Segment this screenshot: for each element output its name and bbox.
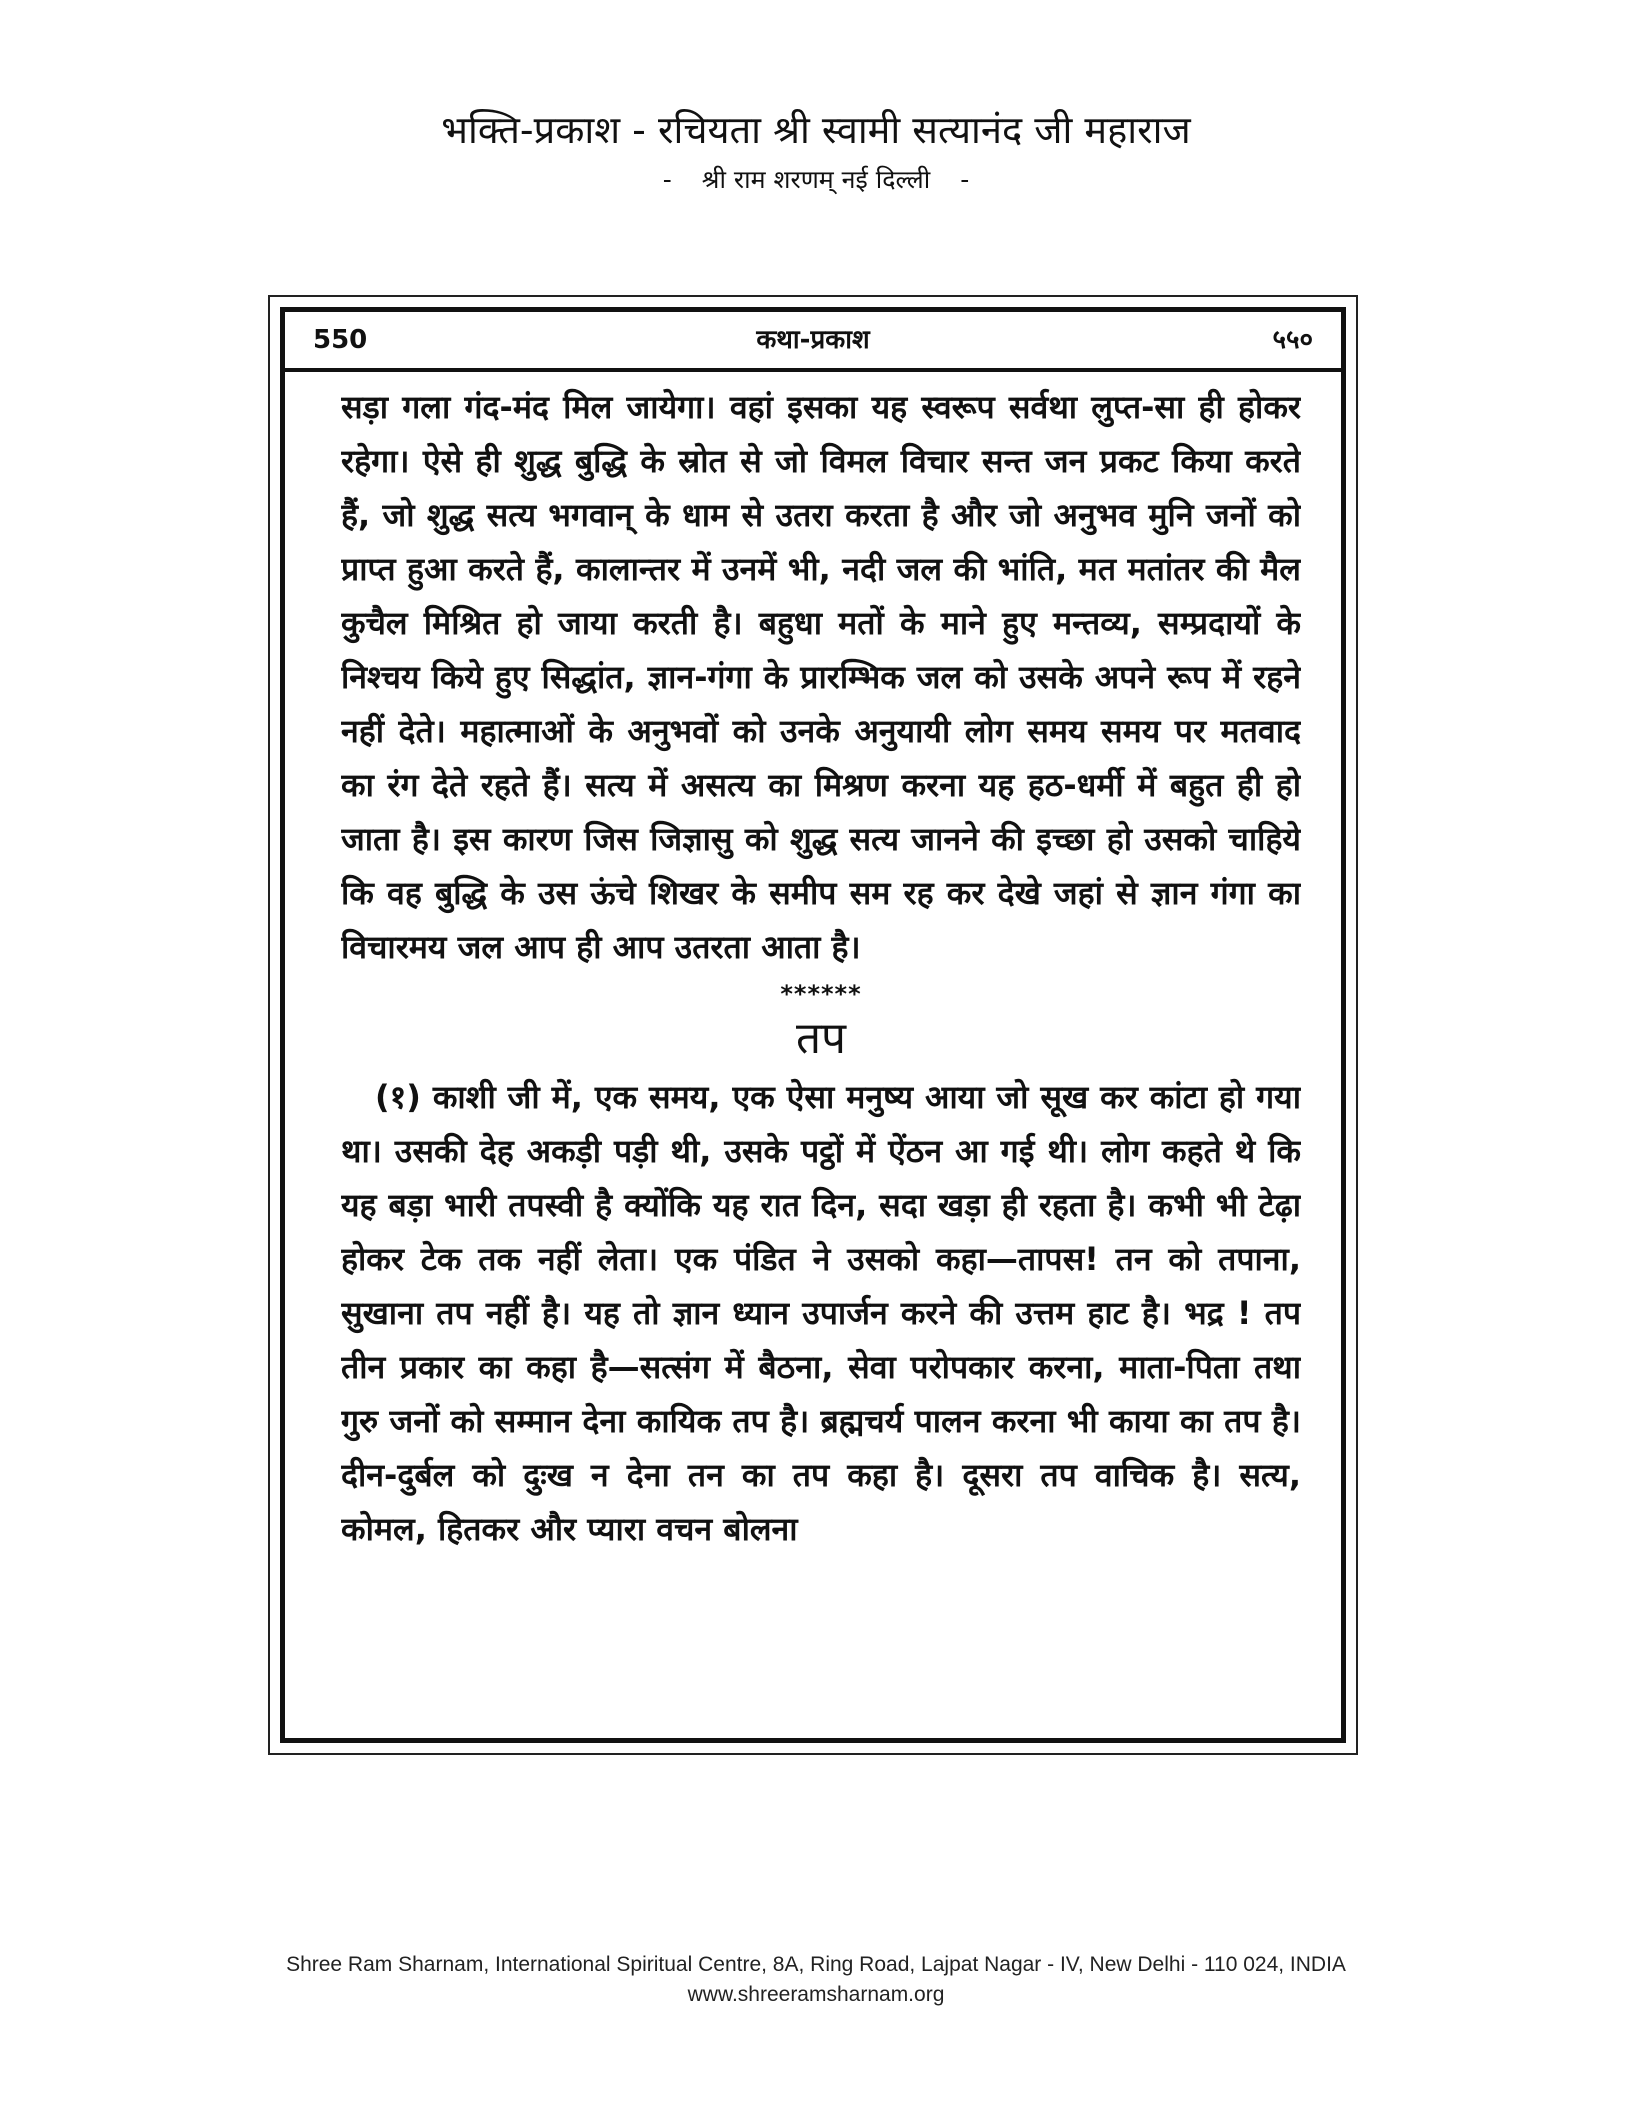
page-frame-inner bbox=[280, 307, 1346, 1743]
page-footer bbox=[0, 1950, 1632, 2010]
book-title: भक्ति-प्रकाश - रचियता श्री स्वामी सत्यानंद जी महाराज bbox=[441, 108, 1191, 152]
page-header bbox=[0, 104, 1632, 200]
chapter-title: कथा-प्रकाश bbox=[756, 325, 870, 355]
page-content bbox=[341, 380, 1301, 1722]
publisher-line bbox=[0, 160, 1632, 200]
footer-address: Shree Ram Sharnam, International Spiritual Centre, 8A, Ring Road, Lajpat Nagar - IV, New Delhi - 110 024, INDIA bbox=[286, 1953, 1346, 1976]
page-frame-outer bbox=[268, 295, 1358, 1755]
running-head bbox=[285, 312, 1341, 372]
publisher-name: श्री राम शरणम् नई दिल्ली bbox=[701, 165, 931, 194]
subtitle-dash-right: - bbox=[960, 165, 970, 194]
section-separator: ****** bbox=[780, 980, 862, 1008]
body-paragraph-2: (१) काशी जी में, एक समय, एक ऐसा मनुष्य आया जो सूख कर कांटा हो गया था। उसकी देह अकड़ी पड़ी थी, उसके पट्ठों में ऐंठन आ गई थी। लोग कहते थे कि यह बड़ा भारी तपस्वी है क्योंकि यह रात दिन, सदा खड़ा ही रहता है। कभी भी टेढ़ा होकर टेक तक नहीं लेता। एक पंडित ने उसको कहा—तापस! तन को तपाना, सुखाना तप नहीं है। यह तो ज्ञान ध्यान उपार्जन करने की उत्तम हाट है। भद्र ! तप तीन प्रकार का कहा है—सत्संग में बैठना, सेवा परोपकार करना, माता-पिता तथा गुरु जनों को सम्मान देना कायिक तप है। ब्रह्मचर्य पालन करना भी काया का तप है। दीन-दुर्बल को दुःख न देना तन का तप कहा है। दूसरा तप वाचिक है। सत्य, कोमल, हितकर और प्यारा वचन बोलना bbox=[341, 1078, 1301, 1548]
section-heading: तप bbox=[795, 1013, 847, 1064]
footer-website: www.shreeramsharnam.org bbox=[687, 1983, 945, 2006]
page-number-devanagari: ५५० bbox=[1272, 325, 1313, 355]
body-paragraph-1: सड़ा गला गंद-मंद मिल जायेगा। वहां इसका यह स्वरूप सर्वथा लुप्त-सा ही होकर रहेगा। ऐसे ही शुद्ध बुद्धि के स्रोत से जो विमल विचार सन्त जन प्रकट किया करते हैं, जो शुद्ध सत्य भगवान् के धाम से उतरा करता है और जो अनुभव मुनि जनों को प्राप्त हुआ करते हैं, कालान्तर में उनमें भी, नदी जल की भांति, मत मतांतर की मैल कुचैल मिश्रित हो जाया करती है। बहुधा मतों के माने हुए मन्तव्य, सम्प्रदायों के निश्चय किये हुए सिद्धांत, ज्ञान-गंगा के प्रारम्भिक जल को उसके अपने रूप में रहने नहीं देते। महात्माओं के अनुभवों को उनके अनुयायी लोग समय समय पर मतवाद का रंग देते रहते हैं। सत्य में असत्य का मिश्रण करना यह हठ-धर्मी में बहुत ही हो जाता है। इस कारण जिस जिज्ञासु को शुद्ध सत्य जानने की इच्छा हो उसको चाहिये कि वह बुद्धि के उस ऊंचे शिखर के समीप सम रह कर देखे जहां से ज्ञान गंगा का विचारमय जल आप ही आप उतरता आता है। bbox=[341, 388, 1301, 966]
page-number-latin: 550 bbox=[313, 325, 368, 355]
subtitle-dash-left: - bbox=[662, 165, 672, 194]
